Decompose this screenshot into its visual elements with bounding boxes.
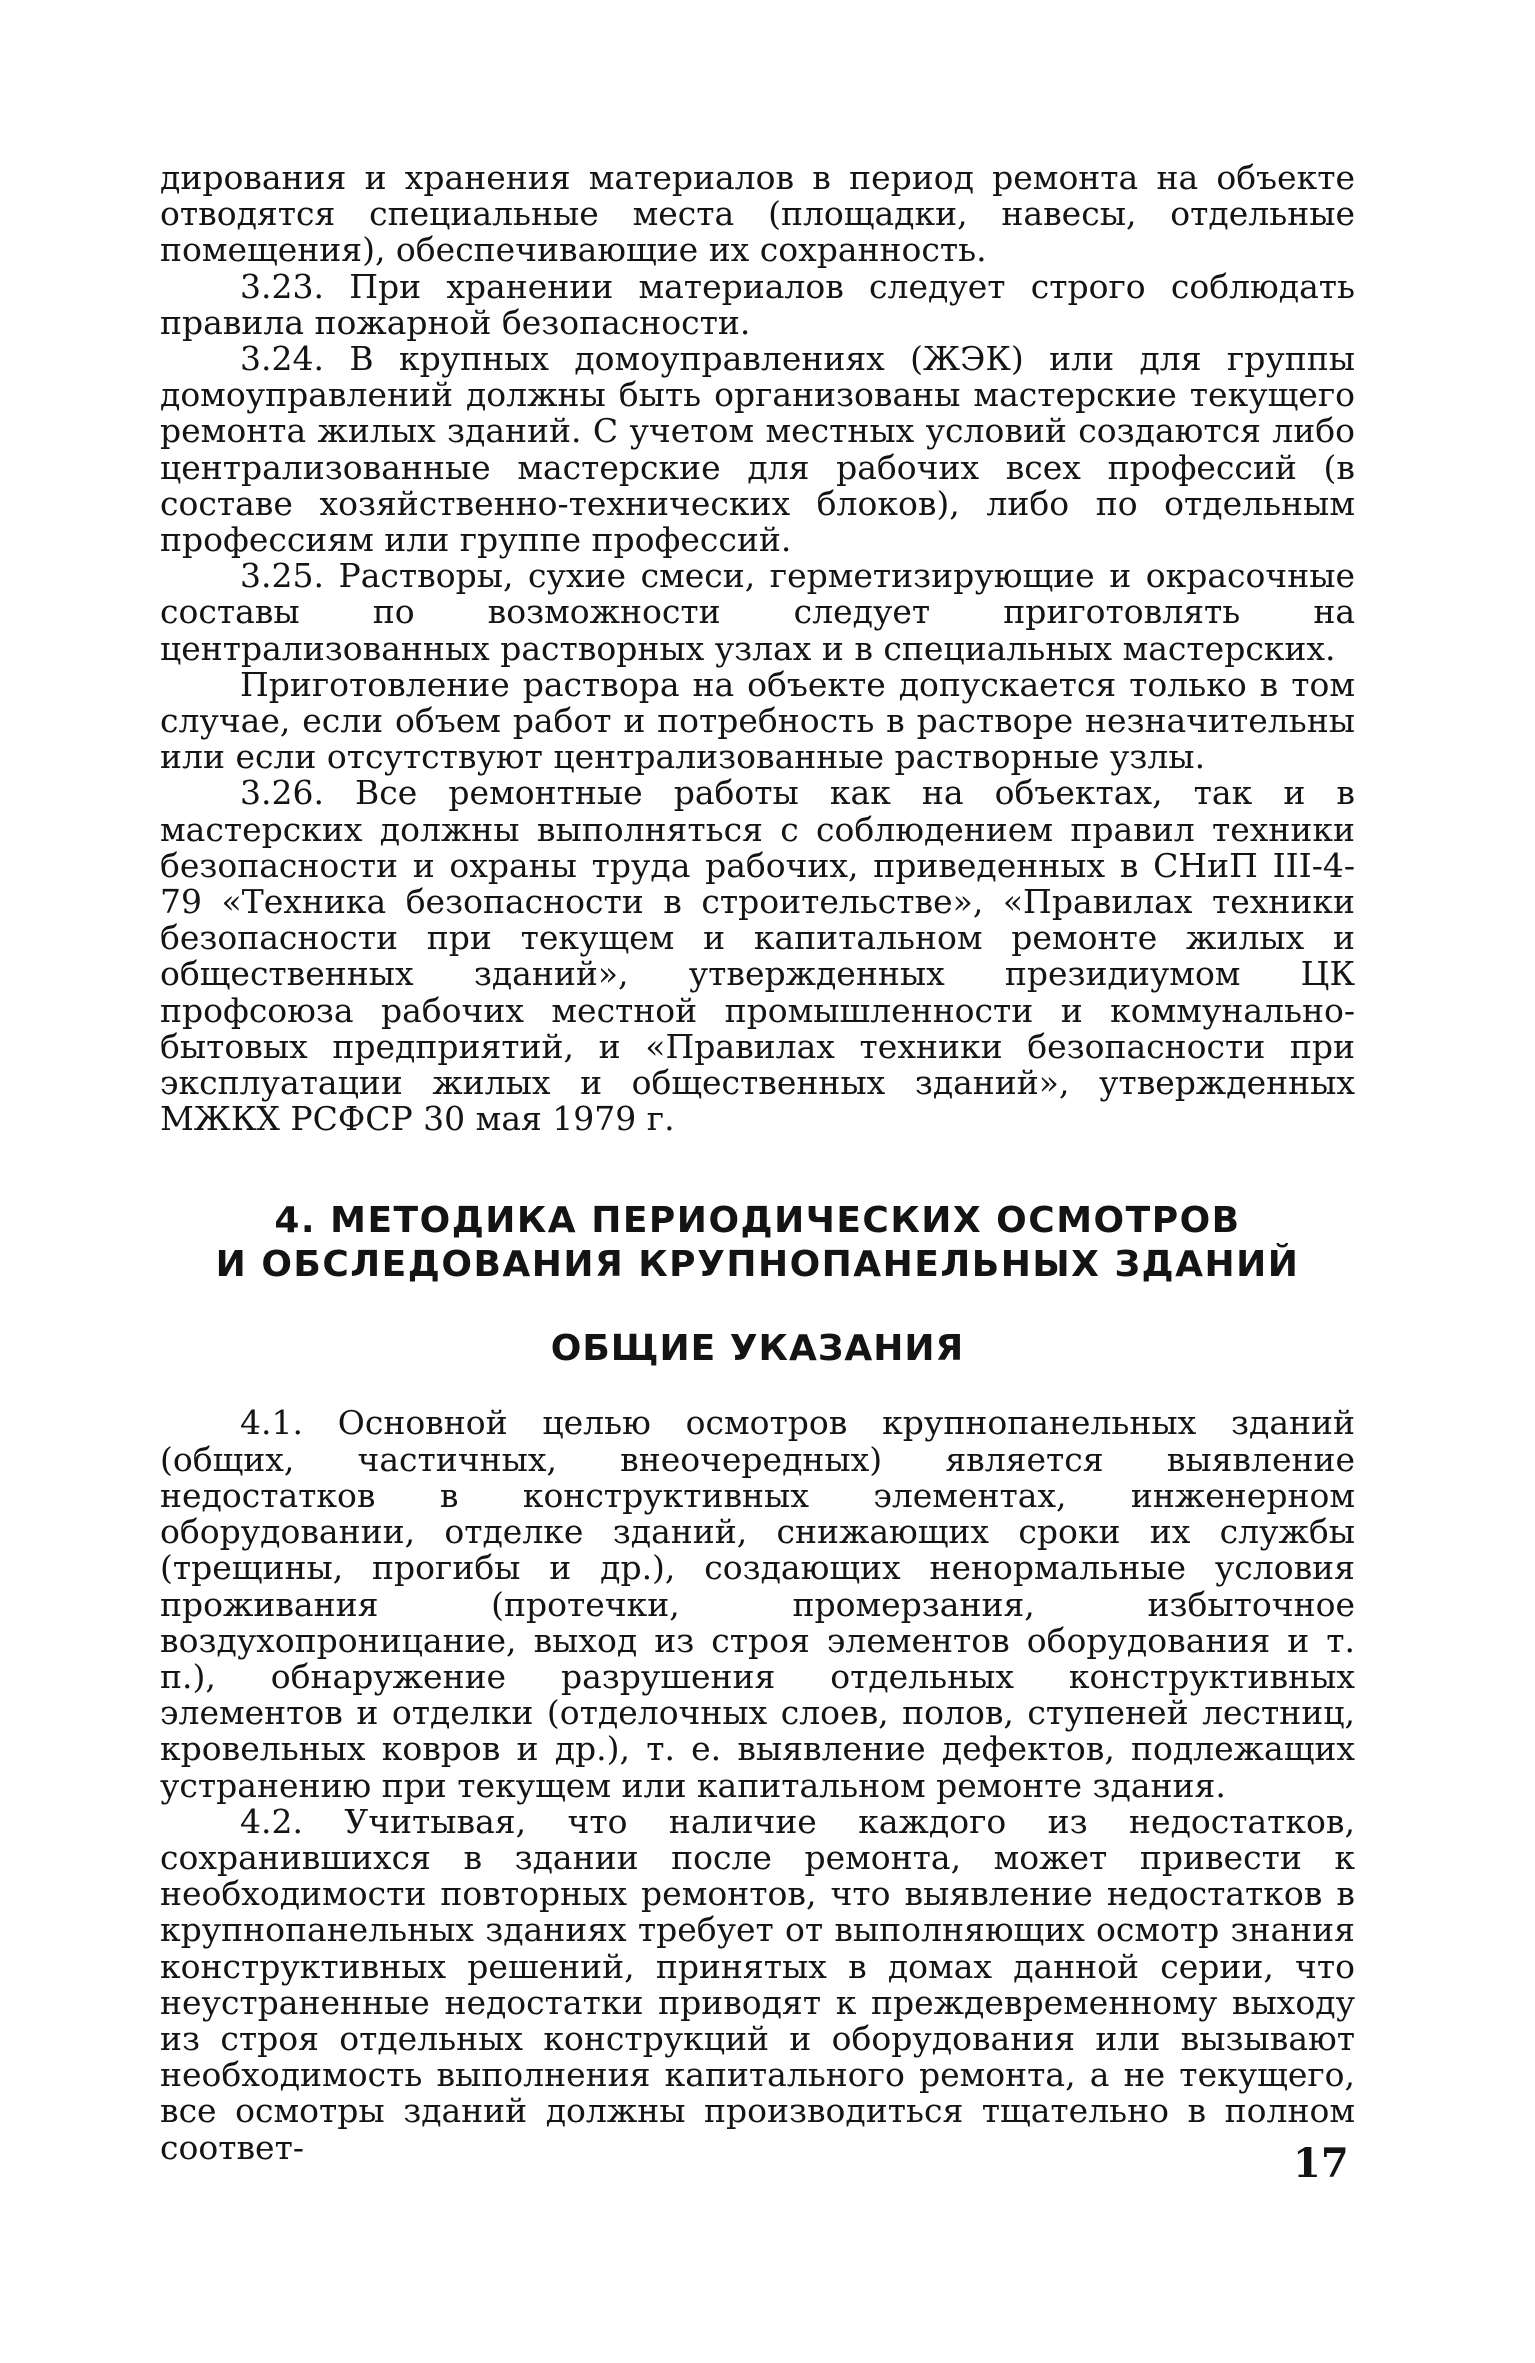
section-heading-line-1: 4. МЕТОДИКА ПЕРИОДИЧЕСКИХ ОСМОТРОВ bbox=[274, 1200, 1241, 1242]
document-page bbox=[160, 160, 1355, 2166]
paragraph-4-1: 4.1. Основной целью осмотров крупнопанельных зданий (общих, частичных, внеочередных) является выявление недостатков в конструктивных элементах, инженерном оборудовании, отделке зданий, снижающих сроки их службы (трещины, прогибы и др.), создающих ненормальные условия проживания (протечки, промерзания, избыточное воздухопроницание, выход из строя элементов оборудования и т. п.), обнаружение разрушения отдельных конструктивных элементов и отделки (отделочных слоев, полов, ступеней лестниц, кровельных ковров и др.), т. е. выявление дефектов, подлежащих устранению при текущем или капитальном ремонте здания. bbox=[160, 1403, 1355, 1805]
page-number: 17 bbox=[1293, 2140, 1349, 2187]
paragraph-3-25: 3.25. Растворы, сухие смеси, герметизирующие и окрасочные составы по возможности следует приготовлять на централизованных растворных узлах и в специальных мастерских. bbox=[160, 556, 1355, 668]
paragraph-3-26: 3.26. Все ремонтные работы как на объектах, так и в мастерских должны выполняться с соблюдением правил техники безопасности и охраны труда рабочих, приведенных в СНиП III-4-79 «Техника безопасности в строительстве», «Правилах техники безопасности при текущем и капитальном ремонте жилых и общественных зданий», утвержденных президиумом ЦК профсоюза рабочих местной промышленности и коммунально-бытовых предприятий, и «Правилах техники безопасности при эксплуатации жилых и общественных зданий», утвержденных МЖКХ РСФСР 30 мая 1979 г. bbox=[160, 773, 1355, 1139]
section-heading-line-2: И ОБСЛЕДОВАНИЯ КРУПНОПАНЕЛЬНЫХ ЗДАНИЙ bbox=[215, 1244, 1300, 1286]
paragraph-3-24: 3.24. В крупных домоуправлениях (ЖЭК) или для группы домоуправлений должны быть организованы мастерские текущего ремонта жилых зданий. С учетом местных условий создаются либо централизованные мастерские для рабочих всех профессий (в составе хозяйственно-технических блоков), либо по отдельным профессиям или группе профессий. bbox=[160, 339, 1355, 560]
paragraph-3-23: 3.23. При хранении материалов следует строго соблюдать правила пожарной безопасности. bbox=[160, 266, 1355, 342]
paragraph-continuation: дирования и хранения материалов в период ремонта на объекте отводятся специальные места (площадки, навесы, отдельные помещения), обеспечивающие их сохранность. bbox=[160, 158, 1355, 270]
paragraph-4-2: 4.2. Учитывая, что наличие каждого из недостатков, сохранившихся в здании после ремонта, может привести к необходимости повторных ремонтов, что выявление недостатков в крупнопанельных зданиях требует от выполняющих осмотр знания конструктивных решений, принятых в домах данной серии, что неустраненные недостатки приводят к преждевременному выходу из строя отдельных конструкций и оборудования или вызывают необходимость выполнения капитального ремонта, а не текущего, все осмотры зданий должны производиться тщательно в полном соответ- bbox=[160, 1801, 1355, 2167]
paragraph-mortar-preparation: Приготовление раствора на объекте допускается только в том случае, если объем работ и потребность в растворе незначительны или если отсутствуют централизованные растворные узлы. bbox=[160, 664, 1355, 777]
section-subheading: ОБЩИЕ УКАЗАНИЯ bbox=[550, 1328, 965, 1370]
